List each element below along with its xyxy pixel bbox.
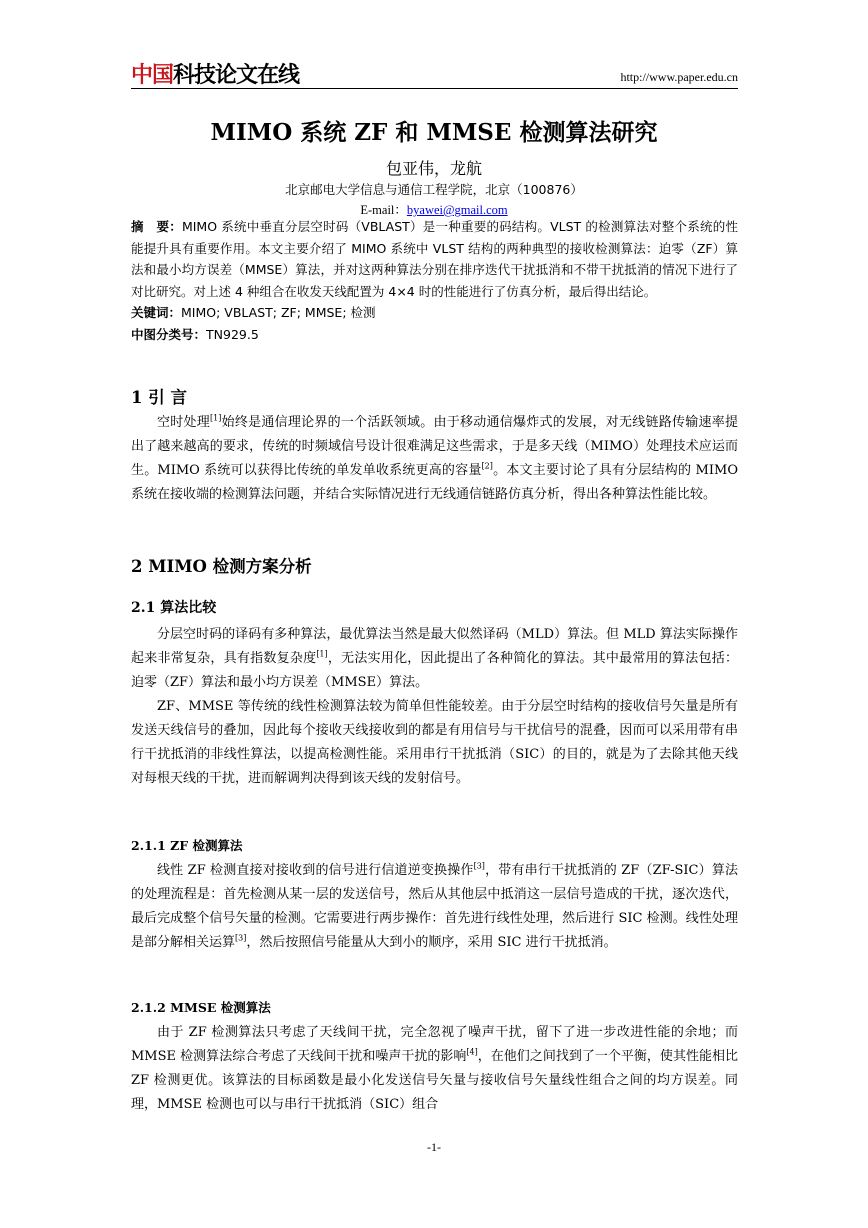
citation: [3] [473,861,485,871]
abstract-text: MIMO 系统中垂直分层空时码（VBLAST）是一种重要的码结构。VLST 的检测算法对整个系统的性能提升具有重要作用。本文主要介绍了 MIMO 系统中 VLST 结构的两种典型的接收检测算法：迫零（ZF）算法和最小均方误差（MMSE）算法，并对这两种算法分别在排序迭代干扰抵消和不带干扰抵消的情况下进行了对比研究。对上述 4 种组合在收发天线配置为 4×4 时的性能进行了仿真分析，最后得出结论。 [131,219,738,299]
site-logo [131,58,299,89]
keywords-label: 关键词： [131,305,182,320]
section-2-1-2-body [131,1021,738,1117]
logo-red-text: 中国 [131,63,174,88]
section-2-1-paragraph-1 [131,623,738,695]
text-run: ，然后按照信号能量从大到小的顺序，采用 SIC 进行干扰抵消。 [246,935,617,950]
citation: [1] [210,413,222,423]
section-2-1-2-heading: 2.1.2 MMSE 检测算法 [131,1000,271,1015]
keywords-text: MIMO; VBLAST; ZF; MMSE; 检测 [181,305,376,320]
page-number: -1- [427,1140,441,1154]
section-1-paragraph [131,411,738,507]
page-header [131,58,738,89]
classification-line [131,324,738,346]
abstract-block [131,216,738,345]
text-run: 线性 ZF 检测直接对接收到的信号进行信道逆变换操作 [157,863,474,878]
citation: [3] [235,933,247,943]
section-2-1-1-body [131,859,738,955]
text-run: 由于 ZF 检测算法只考虑了天线间干扰，完全忽视了噪声干扰，留下了进一步改进性能的余地；而 MMSE 检测算法综合考虑了天线间干扰和噪声干扰的影响 [131,1025,738,1064]
citation: [1] [316,649,328,659]
section-2-1-1-heading: 2.1.1 ZF 检测算法 [131,838,243,853]
paper-affiliation: 北京邮电大学信息与通信工程学院，北京（100876） [285,182,583,197]
section-1-heading: 1 引 言 [131,388,187,407]
text-run: ，无法实用化，因此提出了各种简化的算法。其中最常用的算法包括：迫零（ZF）算法和最小均方误差（MMSE）算法。 [131,651,738,690]
citation: [2] [481,461,493,471]
text-run: 空时处理 [157,415,210,430]
text-run: ，带有串行干扰抵消的 ZF（ZF-SIC）算法的处理流程是：首先检测从某一层的发送信号，然后从其他层中抵消这一层信号造成的干扰，逐次迭代，最后完成整个信号矢量的检测。它需要进行两步操作：首先进行线性处理，然后进行 SIC 检测。线性处理是部分解相关运算 [131,863,738,950]
section-2-1-1-paragraph [131,859,738,955]
classification-label: 中图分类号： [131,326,207,342]
section-2-heading: 2 MIMO 检测方案分析 [131,557,312,576]
section-2-1-2-paragraph [131,1021,738,1117]
text-run: 分层空时码的译码有多种算法，最优算法当然是最大似然译码（MLD）算法。但 MLD 算法实际操作起来非常复杂，具有指数复杂度 [131,627,738,666]
section-2-1-body [131,623,738,791]
abstract-label: 摘 要： [131,219,182,234]
classification-text: TN929.5 [206,326,259,342]
section-1-body [131,411,738,507]
text-run: ，在他们之间找到了一个平衡，使其性能相比 ZF 检测更优。该算法的目标函数是最小化发送信号矢量与接收信号矢量线性组合之间的均方误差。同理，MMSE 检测也可以与串行干扰抵消（SIC）组合 [131,1049,738,1112]
header-url: http://www.paper.edu.cn [620,70,738,84]
section-2-1-paragraph-2: ZF、MMSE 等传统的线性检测算法较为简单但性能较差。由于分层空时结构的接收信号矢量是所有发送天线信号的叠加，因此每个接收天线接收到的都是有用信号与干扰信号的混叠，因而可以采用带有串行干扰抵消的非线性算法，以提高检测性能。采用串行干扰抵消（SIC）的目的，就是为了去除其他天线对每根天线的干扰，进而解调判决得到该天线的发射信号。 [131,699,738,786]
paper-authors: 包亚伟，龙航 [385,159,482,178]
citation: [4] [466,1047,478,1057]
keywords-line [131,302,738,324]
text-run: 始终是通信理论界的一个活跃领域。由于移动通信爆炸式的发展，对无线链路传输速率提出了越来越高的要求，传统的时频域信号设计很难满足这些需求，于是多天线（MIMO）处理技术应运而生。MIMO 系统可以获得比传统的单发单收系统更高的容量 [131,415,738,478]
text-run: 。本文主要讨论了具有分层结构的 MIMO 系统在接收端的检测算法问题，并结合实际情况进行无线通信链路仿真分析，得出各种算法性能比较。 [131,463,738,502]
paper-title: MIMO 系统 ZF 和 MMSE 检测算法研究 [210,119,658,146]
section-2-1-heading: 2.1 算法比较 [131,600,217,616]
abstract-paragraph [131,216,738,302]
email-label: E-mail： [360,203,407,217]
email-link[interactable]: byawei@gmail.com [406,203,508,217]
logo-black-text: 科技论文在线 [173,63,300,88]
